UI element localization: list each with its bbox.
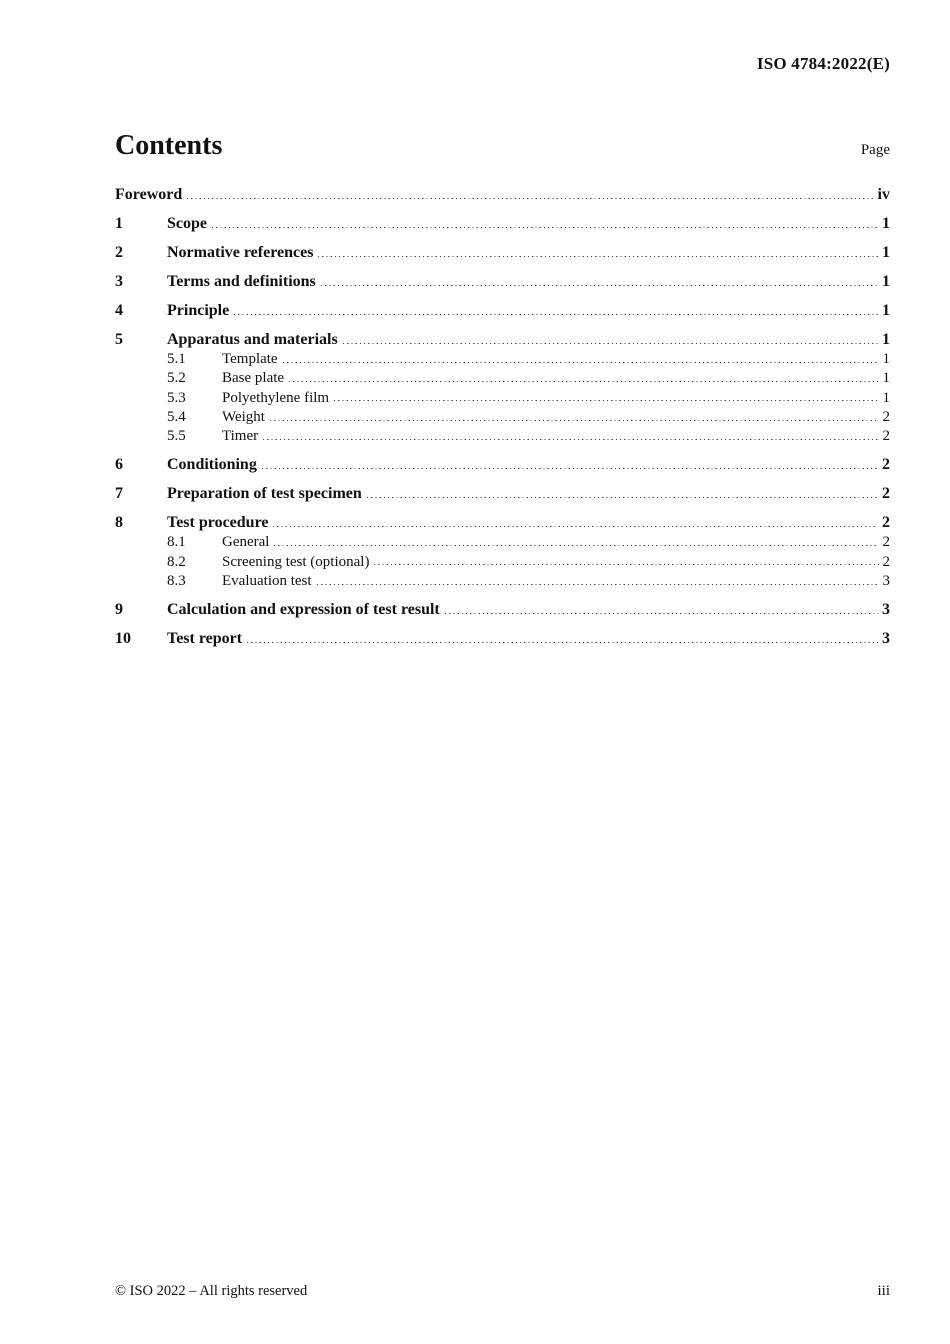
copyright-notice: © ISO 2022 – All rights reserved [115, 1283, 308, 1299]
toc-entry-number: 6 [115, 456, 123, 474]
toc-entry-number: 3 [115, 273, 123, 290]
toc-entry-number: 1 [115, 215, 123, 232]
toc-entry [115, 572, 890, 591]
dot-leader [343, 340, 878, 344]
toc-entry-title: Timer [222, 428, 259, 445]
toc-entry [115, 243, 890, 263]
toc-entry-title: Preparation of test specimen [167, 485, 362, 503]
toc-entry [115, 389, 890, 408]
toc-entry [115, 427, 890, 446]
toc-entry [115, 484, 890, 504]
dot-leader [263, 436, 878, 440]
page-footer [115, 1283, 890, 1300]
toc-entry-number: 8.2 [167, 553, 186, 570]
dot-leader [317, 581, 879, 585]
dot-leader [367, 494, 878, 498]
dot-leader [212, 224, 878, 228]
toc-entry-title: Weight [222, 408, 265, 425]
toc-entry [115, 553, 890, 572]
toc-entry [115, 301, 890, 321]
document-reference: ISO 4784:2022(E) [756, 54, 890, 73]
dot-leader [274, 542, 878, 546]
dot-leader [374, 562, 878, 566]
toc-entry [115, 408, 890, 427]
toc-entry-number: 5.3 [167, 389, 186, 406]
toc-entry-title: Test procedure [167, 514, 269, 532]
toc-entry-page: 1 [882, 370, 890, 387]
toc-entry-title: Principle [167, 302, 230, 319]
toc-entry-page: 2 [882, 408, 890, 425]
toc-entry-title: General [222, 534, 270, 551]
dot-leader [318, 253, 878, 257]
toc-entry-title: Evaluation test [222, 573, 312, 590]
toc-entry-number: 5 [115, 331, 123, 348]
toc-entry-page: 2 [882, 485, 890, 503]
toc-entry [115, 185, 890, 205]
toc-entry-title: Base plate [222, 370, 285, 387]
toc-entry-page: 2 [882, 514, 890, 532]
toc-entry-number: 8.3 [167, 573, 186, 590]
toc-entry-page: 2 [882, 534, 890, 551]
toc-entry-page: 2 [882, 428, 890, 445]
toc-entry-page: 3 [882, 573, 890, 590]
toc-entries [115, 185, 890, 649]
toc-entry-page: 1 [882, 389, 890, 406]
toc-entry-page: 2 [882, 553, 890, 570]
toc-entry-number: 5.1 [167, 351, 186, 367]
toc-entry-page: 1 [882, 331, 890, 348]
dot-leader [283, 359, 879, 363]
toc-entry-title: Conditioning [167, 456, 257, 474]
toc-entry [115, 533, 890, 552]
toc-entry-number: 8 [115, 514, 123, 532]
toc-entry-title: Normative references [167, 244, 314, 261]
dot-leader [247, 639, 878, 643]
toc-entry-page: 1 [882, 244, 890, 261]
toc-entry [115, 350, 890, 369]
dot-leader [321, 282, 878, 286]
toc-entry-title: Scope [167, 215, 207, 232]
toc-entry-number: 7 [115, 485, 123, 503]
toc-entry-number: 8.1 [167, 534, 186, 551]
toc-entry-page: 3 [882, 630, 890, 648]
toc-entry-number: 10 [115, 630, 131, 648]
toc-entry [115, 629, 890, 649]
toc-entry-page: 3 [882, 601, 890, 619]
toc-entry-page: 1 [882, 273, 890, 290]
contents-header [115, 130, 890, 162]
dot-leader [273, 523, 878, 527]
dot-leader [187, 195, 873, 199]
dot-leader [445, 610, 878, 614]
toc-entry-number: 5.2 [167, 370, 186, 387]
page-title: Contents [115, 130, 223, 161]
toc-entry-number: 2 [115, 244, 123, 261]
dot-leader [234, 311, 878, 315]
toc-entry-title: Calculation and expression of test result [167, 601, 440, 619]
toc-entry-title: Terms and definitions [167, 273, 316, 290]
toc-entry [115, 513, 890, 533]
toc-entry [115, 369, 890, 388]
toc-entry-title: Test report [167, 630, 243, 648]
dot-leader [289, 378, 878, 382]
folio-page-number: iii [877, 1283, 890, 1299]
toc-entry [115, 272, 890, 292]
toc-entry [115, 330, 890, 350]
dot-leader [334, 398, 878, 402]
toc-entry-title: Foreword [115, 186, 183, 203]
toc-entry-number: 9 [115, 601, 123, 619]
dot-leader [270, 417, 879, 421]
toc-entry-title: Apparatus and materials [167, 331, 338, 348]
toc-entry-number: 5.4 [167, 408, 186, 425]
toc-entry-page: 1 [882, 215, 890, 232]
page-column-label: Page [860, 142, 890, 158]
toc-entry-number: 4 [115, 302, 123, 319]
toc-entry [115, 600, 890, 620]
toc-entry-title: Template [222, 351, 278, 367]
toc-entry-page: 1 [882, 302, 890, 319]
toc-entry [115, 455, 890, 475]
toc-entry-title: Polyethylene film [222, 389, 330, 406]
toc-entry-page: iv [877, 186, 890, 203]
dot-leader [262, 465, 878, 469]
toc-entry-number: 5.5 [167, 428, 186, 445]
toc-entry-title: Screening test (optional) [222, 553, 370, 570]
toc-entry-page: 1 [882, 351, 890, 367]
toc-entry-page: 2 [882, 456, 890, 474]
toc-entry [115, 214, 890, 234]
